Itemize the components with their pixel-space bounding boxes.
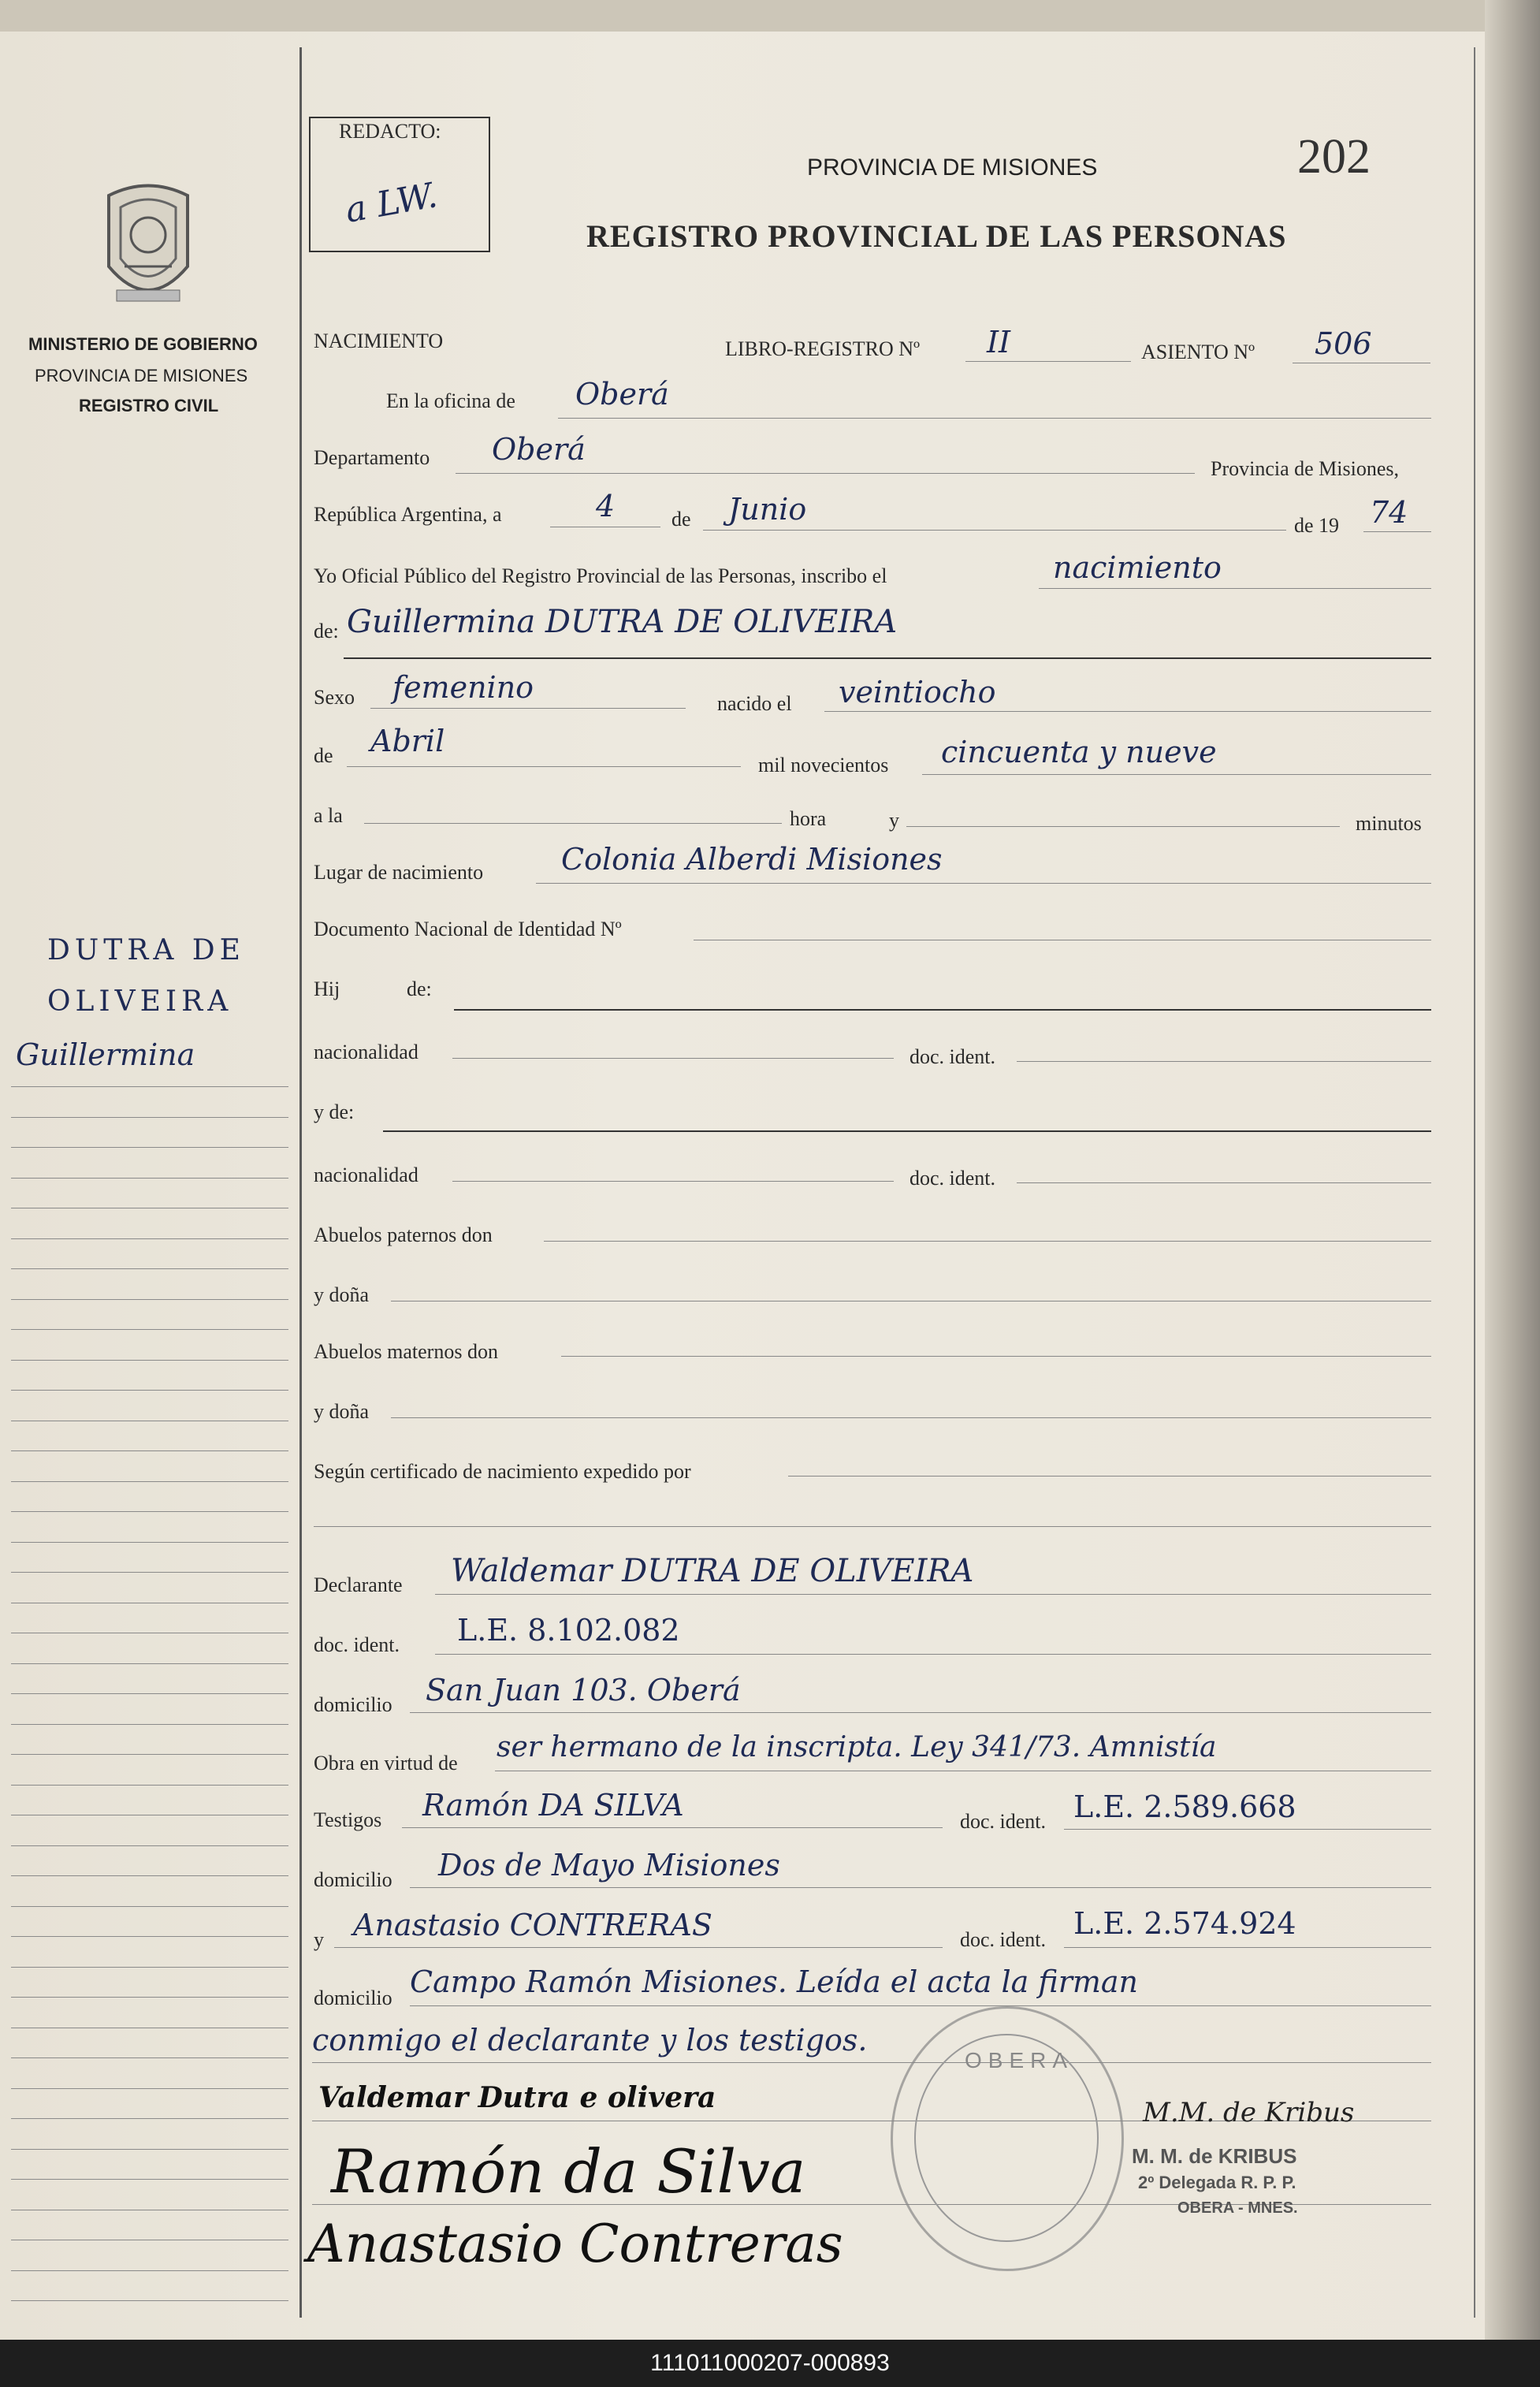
margin-surname-1: DUTRA DE: [47, 934, 245, 966]
de-nombre-label: de:: [314, 620, 339, 642]
redacto-initials: a LW.: [342, 175, 441, 231]
margin-rule: [11, 2118, 288, 2119]
yde-line: [383, 1130, 1431, 1132]
margin-rule: [11, 2057, 288, 2058]
domicilio-line: [410, 1712, 1431, 1713]
lugar-value: Colonia Alberdi Misiones: [561, 842, 943, 877]
page-number: 202: [1297, 130, 1371, 184]
segun-line-2: [314, 1526, 1431, 1527]
ydona-label: y doña: [314, 1283, 370, 1306]
document-id-bar: [0, 2340, 1540, 2387]
yo-oficial-label: Yo Oficial Público del Registro Provincial de las Personas, inscribo el: [314, 564, 887, 587]
testigo1-docident-label: doc. ident.: [960, 1810, 1047, 1833]
ala-label: a la: [314, 804, 343, 827]
nacido-value: veintiocho: [839, 675, 996, 709]
de-mes-label: de: [314, 744, 333, 767]
dia-value: 4: [596, 489, 616, 523]
cierre-text: conmigo el declarante y los testigos.: [312, 2023, 868, 2057]
mes-value: Junio: [728, 492, 807, 527]
testigo2-docident-label: doc. ident.: [960, 1928, 1047, 1951]
margin-rule: [11, 2149, 288, 2150]
nacido-line: [824, 711, 1431, 712]
margin-rule: [11, 1117, 288, 1118]
sexo-label: Sexo: [314, 686, 355, 709]
margin-surname-2: OLIVEIRA: [47, 985, 233, 1018]
y2-label: y: [314, 1928, 324, 1951]
scan-top-edge: [0, 0, 1540, 32]
domicilio-value: San Juan 103. Oberá: [426, 1673, 741, 1707]
margin-rule: [11, 2179, 288, 2180]
de-label: de: [671, 508, 691, 531]
margin-rule: [11, 2270, 288, 2271]
asiento-label: ASIENTO Nº: [1141, 341, 1255, 363]
provincia-label: Provincia de Misiones,: [1211, 457, 1400, 480]
margin-rule: [11, 1450, 288, 1451]
signature-declarante: Valdemar Dutra e olivera: [318, 2081, 716, 2114]
seal-text: OBERA: [965, 2048, 1074, 2072]
testigo2-doc-value: L.E. 2.574.924: [1073, 1906, 1296, 1941]
oficina-label: En la oficina de: [386, 389, 515, 412]
margin-rule: [11, 1511, 288, 1512]
nacionalidad-label: nacionalidad: [314, 1041, 418, 1063]
anio-nac-value: cincuenta y nueve: [941, 735, 1217, 769]
margin-rule: [11, 2088, 288, 2089]
margin-rule: [11, 1663, 288, 1664]
margin-divider: [299, 47, 302, 2318]
inscribo-line: [1039, 588, 1431, 589]
hij-de-label: de:: [407, 978, 432, 1000]
nombre-line: [344, 657, 1431, 659]
mes-nac-line: [347, 766, 741, 767]
lugar-label: Lugar de nacimiento: [314, 861, 484, 884]
obra-label: Obra en virtud de: [314, 1752, 458, 1774]
testigo1-doc-line: [1064, 1829, 1431, 1830]
margin-rule: [11, 1329, 288, 1330]
y-label: y: [889, 809, 899, 832]
ala-line: [364, 823, 782, 824]
docident-line: [1017, 1061, 1431, 1062]
libro-line: [965, 361, 1131, 362]
margin-rule: [11, 1936, 288, 1937]
docident2-line: [1017, 1182, 1431, 1183]
declarante-label: Declarante: [314, 1573, 403, 1596]
margin-rule: [11, 1997, 288, 1998]
testigo1-value: Ramón DA SILVA: [422, 1788, 684, 1823]
testigo1-line: [402, 1827, 943, 1828]
libro-label: LIBRO-REGISTRO Nº: [725, 337, 921, 360]
nacimiento-label: NACIMIENTO: [314, 330, 444, 352]
coat-of-arms-icon: [93, 180, 203, 314]
declarante-value: Waldemar DUTRA DE OLIVEIRA: [451, 1553, 974, 1589]
inscribo-value: nacimiento: [1053, 550, 1222, 585]
civil-registry-label: REGISTRO CIVIL: [79, 396, 219, 415]
testigo2-line: [334, 1947, 943, 1948]
ministry-label: MINISTERIO DE GOBIERNO: [28, 334, 258, 354]
nacido-label: nacido el: [717, 692, 792, 715]
signature-testigo1: Ramón da Silva: [331, 2136, 806, 2206]
margin-rule: [11, 1481, 288, 1482]
declarante-doc-value: L.E. 8.102.082: [457, 1613, 680, 1648]
domicilio3-value: Campo Ramón Misiones. Leída el acta la firman: [410, 1964, 1139, 1999]
margin-rule: [11, 1360, 288, 1361]
signature-oficial: M.M. de Kribus: [1143, 2097, 1355, 2128]
testigo2-doc-line: [1064, 1947, 1431, 1948]
margin-rule: [11, 1086, 288, 1087]
yde-label: y de:: [314, 1100, 355, 1123]
margin-rule: [11, 1845, 288, 1846]
domicilio3-line: [410, 2005, 1431, 2006]
abuelos-paternos-label: Abuelos paternos don: [314, 1223, 493, 1246]
margin-rule: [11, 1693, 288, 1694]
hij-label: Hij: [314, 978, 340, 1000]
asiento-value: 506: [1315, 326, 1372, 361]
ydona2-label: y doña: [314, 1400, 370, 1423]
anio-value: 74: [1370, 495, 1408, 530]
sexo-line: [370, 708, 686, 709]
mes-line: [703, 530, 1286, 531]
cierre-line: [312, 2062, 1431, 2063]
right-border: [1474, 47, 1475, 2318]
ministry-province-label: PROVINCIA DE MISIONES: [35, 366, 248, 385]
anio-nac-line: [922, 774, 1431, 775]
abuelos-paternos-line: [544, 1241, 1431, 1242]
testigo2-value: Anastasio CONTRERAS: [353, 1908, 712, 1942]
nacionalidad-line: [452, 1058, 894, 1059]
scan-right-edge: [1485, 0, 1540, 2340]
domicilio2-line: [410, 1887, 1431, 1888]
domicilio2-label: domicilio: [314, 1868, 392, 1891]
docident2-label: doc. ident.: [909, 1167, 996, 1190]
margin-rule: [11, 1785, 288, 1786]
declarante-docident-label: doc. ident.: [314, 1633, 400, 1656]
domicilio3-label: domicilio: [314, 1987, 392, 2009]
oficial-name: M. M. de KRIBUS: [1132, 2144, 1297, 2168]
margin-rule: [11, 1724, 288, 1725]
margin-rule: [11, 1875, 288, 1876]
lugar-line: [536, 883, 1431, 884]
oficina-line: [558, 418, 1431, 419]
abuelos-maternos-line: [561, 1356, 1431, 1357]
segun-label: Según certificado de nacimiento expedido por: [314, 1460, 691, 1483]
obra-value: ser hermano de la inscripta. Ley 341/73. Amnistía: [497, 1731, 1217, 1763]
hij-line: [454, 1009, 1431, 1011]
margin-rule: [11, 1147, 288, 1148]
oficial-title: 2º Delegada R. P. P.: [1138, 2173, 1296, 2192]
departamento-label: Departamento: [314, 446, 430, 469]
nombre-value: Guillermina DUTRA DE OLIVEIRA: [347, 604, 898, 640]
margin-rule: [11, 1178, 288, 1179]
documento-label: Documento Nacional de Identidad Nº: [314, 918, 622, 940]
nacionalidad2-label: nacionalidad: [314, 1164, 418, 1186]
margin-rule: [11, 1390, 288, 1391]
margin-rule: [11, 1572, 288, 1573]
oficina-value: Oberá: [575, 377, 669, 411]
margin-rule: [11, 1754, 288, 1755]
ydona2-line: [391, 1417, 1431, 1418]
departamento-line: [456, 473, 1195, 474]
hora-label: hora: [790, 807, 827, 830]
margin-rule: [11, 1967, 288, 1968]
signature-testigo2: Anastasio Contreras: [307, 2214, 843, 2274]
margin-rule: [11, 1238, 288, 1239]
declarante-doc-line: [435, 1654, 1431, 1655]
declarante-line: [435, 1594, 1431, 1595]
margin-rule: [11, 1906, 288, 1907]
abuelos-maternos-label: Abuelos maternos don: [314, 1340, 498, 1363]
registry-heading: REGISTRO PROVINCIAL DE LAS PERSONAS: [586, 218, 1287, 254]
sexo-value: femenino: [392, 670, 534, 705]
republica-label: República Argentina, a: [314, 503, 502, 526]
libro-value: II: [987, 325, 1011, 359]
minutos-label: minutos: [1356, 812, 1422, 835]
anio-line: [1363, 531, 1431, 532]
departamento-value: Oberá: [492, 432, 586, 467]
margin-rule: [11, 2300, 288, 2301]
mes-nac-value: Abril: [370, 724, 445, 758]
margin-given-name: Guillermina: [16, 1037, 195, 1072]
margin-rule: [11, 1299, 288, 1300]
testigos-label: Testigos: [314, 1808, 382, 1831]
mil-label: mil novecientos: [758, 754, 889, 776]
redacto-label: REDACTO:: [339, 120, 441, 143]
de19-label: de 19: [1294, 514, 1340, 537]
margin-rule: [11, 1542, 288, 1543]
domicilio-label: domicilio: [314, 1693, 392, 1716]
nacionalidad2-line: [452, 1181, 894, 1182]
document-id: 111011000207-000893: [650, 2350, 890, 2376]
minutos-line: [906, 826, 1340, 827]
testigo1-doc-value: L.E. 2.589.668: [1073, 1789, 1296, 1824]
domicilio2-value: Dos de Mayo Misiones: [438, 1848, 780, 1882]
province-heading: PROVINCIA DE MISIONES: [807, 155, 1098, 181]
docident-label: doc. ident.: [909, 1045, 996, 1068]
margin-rule: [11, 1268, 288, 1269]
segun-line: [788, 1476, 1431, 1477]
oficial-place: OBERA - MNES.: [1177, 2199, 1298, 2217]
